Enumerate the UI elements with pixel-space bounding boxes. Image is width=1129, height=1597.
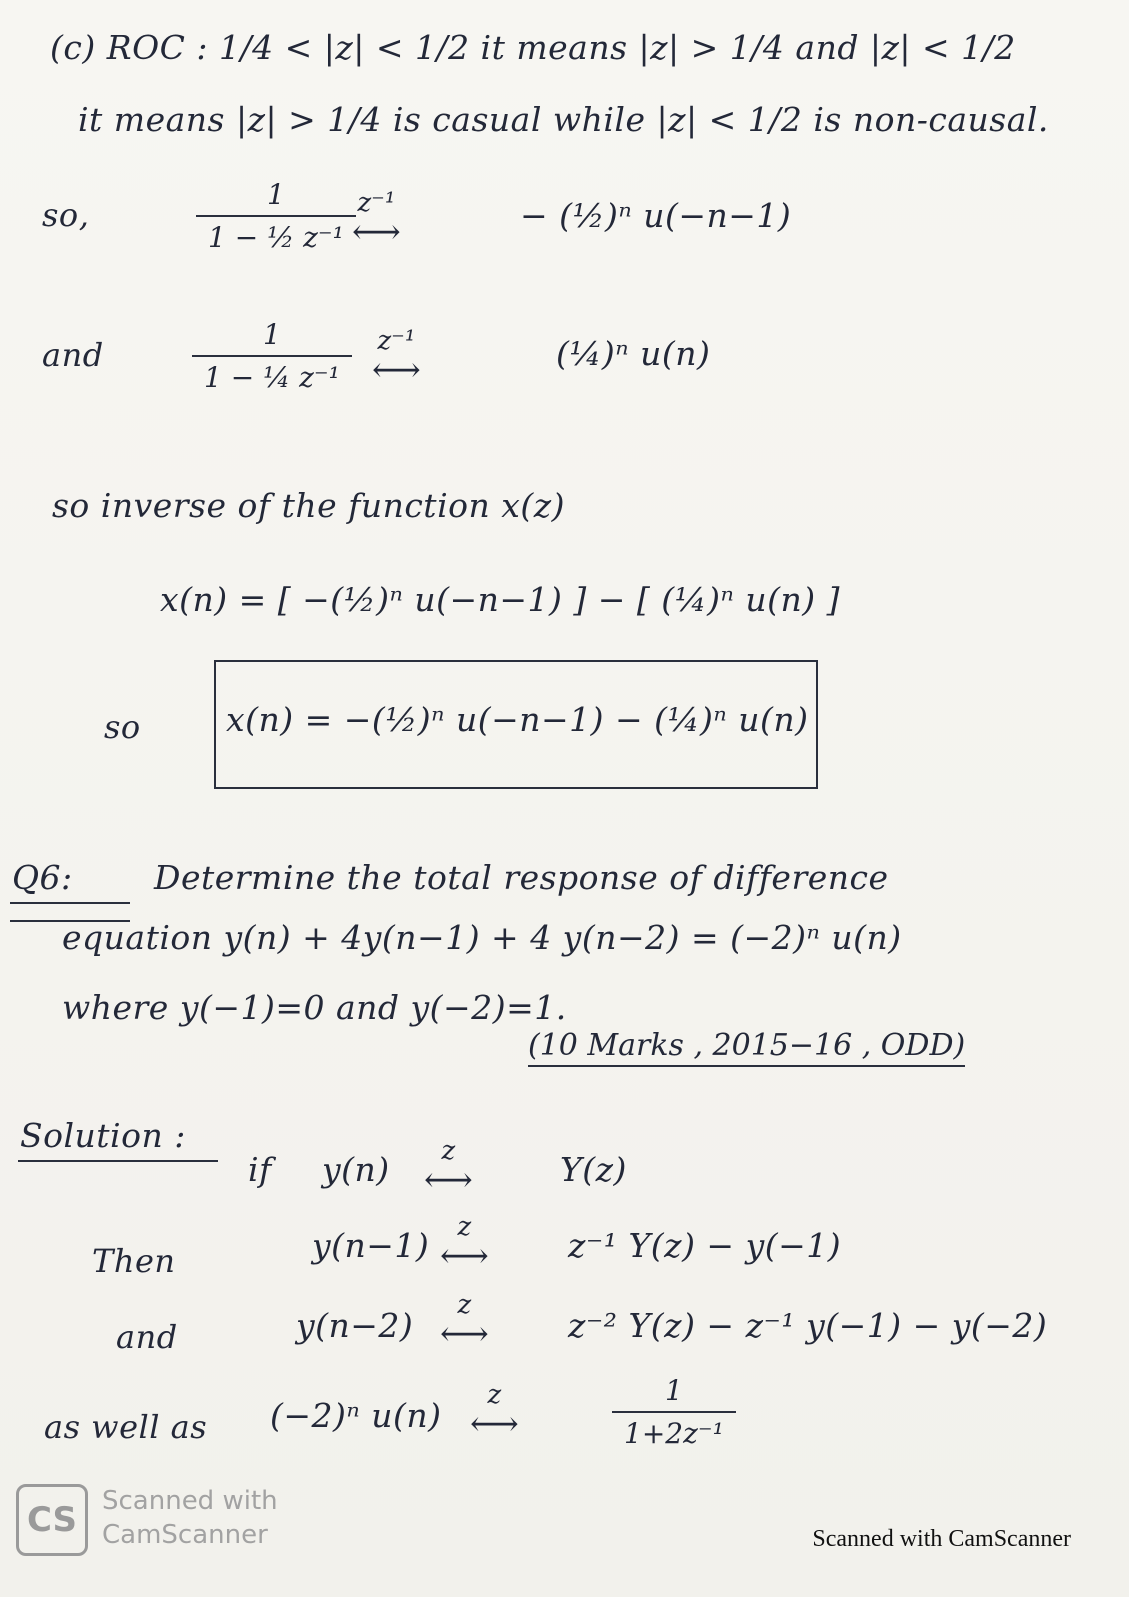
solution-row-rhs: z⁻² Y(z) − z⁻¹ y(−1) − y(−2) [568,1306,1048,1345]
question-number: Q6: [12,858,73,897]
solution-row-lhs: y(n−2) [296,1306,414,1345]
pair1-numerator: 1 [267,178,285,211]
inverse-equation: x(n) = [ −(½)ⁿ u(−n−1) ] − [ (¼)ⁿ u(n) ] [160,580,840,619]
inverse-heading: so inverse of the function x(z) [52,486,565,525]
footer-watermark: Scanned with CamScanner [812,1526,1071,1552]
solution-last-arrow [470,1380,519,1444]
solution-row-rhs: z⁻¹ Y(z) − y(−1) [568,1226,842,1265]
question-underline [10,902,130,904]
solution-row-label: and [116,1318,178,1356]
so-label: so [104,708,141,746]
pair1-label: so, [42,196,90,234]
pair1-rhs: − (½)ⁿ u(−n−1) [520,196,792,235]
solution-if: if [248,1150,272,1189]
pair1-transform-arrow [352,188,401,252]
roc-line-2: it means |z| > 1/4 is casual while |z| < 1/2 is non-causal. [78,100,1049,139]
double-arrow-icon: ⟷ [352,212,401,252]
boxed-equation: x(n) = −(½)ⁿ u(−n−1) − (¼)ⁿ u(n) [226,700,809,739]
solution-last-numerator: 1 [665,1374,683,1407]
question-text-1: Determine the total response of difference [154,858,889,897]
pair2-denominator: 1 − ¼ z⁻¹ [204,361,340,394]
solution-row-lhs: y(n) [322,1150,390,1189]
solution-row-arrow-label: z [457,1290,472,1320]
fraction-bar [196,215,356,217]
pair2-numerator: 1 [263,318,281,351]
pair2-label: and [42,336,104,374]
pair2-rhs: (¼)ⁿ u(n) [556,334,711,373]
solution-underline [18,1160,218,1162]
solution-last-lhs: (−2)ⁿ u(n) [270,1396,442,1435]
pair2-arrow-label: z⁻¹ [377,326,416,356]
solution-last-label: as well as [44,1408,208,1446]
solution-last-arrow-label: z [487,1380,502,1410]
fraction-bar [192,355,352,357]
question-marks: (10 Marks , 2015−16 , ODD) [528,1028,965,1067]
pair2-transform-arrow [372,326,421,390]
camscanner-logo-icon: CS [16,1484,88,1556]
solution-heading: Solution : [20,1116,186,1155]
solution-row-lhs: y(n−1) [312,1226,430,1265]
solution-row-arrow [424,1136,473,1200]
pair1-arrow-label: z⁻¹ [357,188,396,218]
double-arrow-icon: ⟷ [372,350,421,390]
watermark-line-2: CamScanner [102,1520,268,1550]
question-text-3: where y(−1)=0 and y(−2)=1. [62,988,567,1027]
solution-last-fraction [612,1374,736,1450]
solution-row-arrow-label: z [457,1212,472,1242]
watermark-line-1: Scanned with [102,1486,278,1516]
question-text-2: equation y(n) + 4y(n−1) + 4 y(n−2) = (−2)ⁿ u(n) [62,918,902,957]
solution-row-arrow [440,1290,489,1354]
solution-row-arrow [440,1212,489,1276]
solution-row-arrow-label: z [441,1136,456,1166]
pair2-fraction [192,318,352,394]
pair1-fraction [196,178,356,254]
solution-last-denominator: 1+2z⁻¹ [624,1417,724,1450]
double-arrow-icon: ⟷ [424,1160,473,1200]
double-arrow-icon: ⟷ [470,1404,519,1444]
solution-row-label: Then [92,1242,176,1280]
double-arrow-icon: ⟷ [440,1236,489,1276]
roc-line-1: (c) ROC : 1/4 < |z| < 1/2 it means |z| > 1/4 and |z| < 1/2 [50,28,1016,67]
fraction-bar [612,1411,736,1413]
solution-row-rhs: Y(z) [560,1150,627,1189]
double-arrow-icon: ⟷ [440,1314,489,1354]
camscanner-watermark [102,1484,278,1552]
pair1-denominator: 1 − ½ z⁻¹ [208,221,344,254]
